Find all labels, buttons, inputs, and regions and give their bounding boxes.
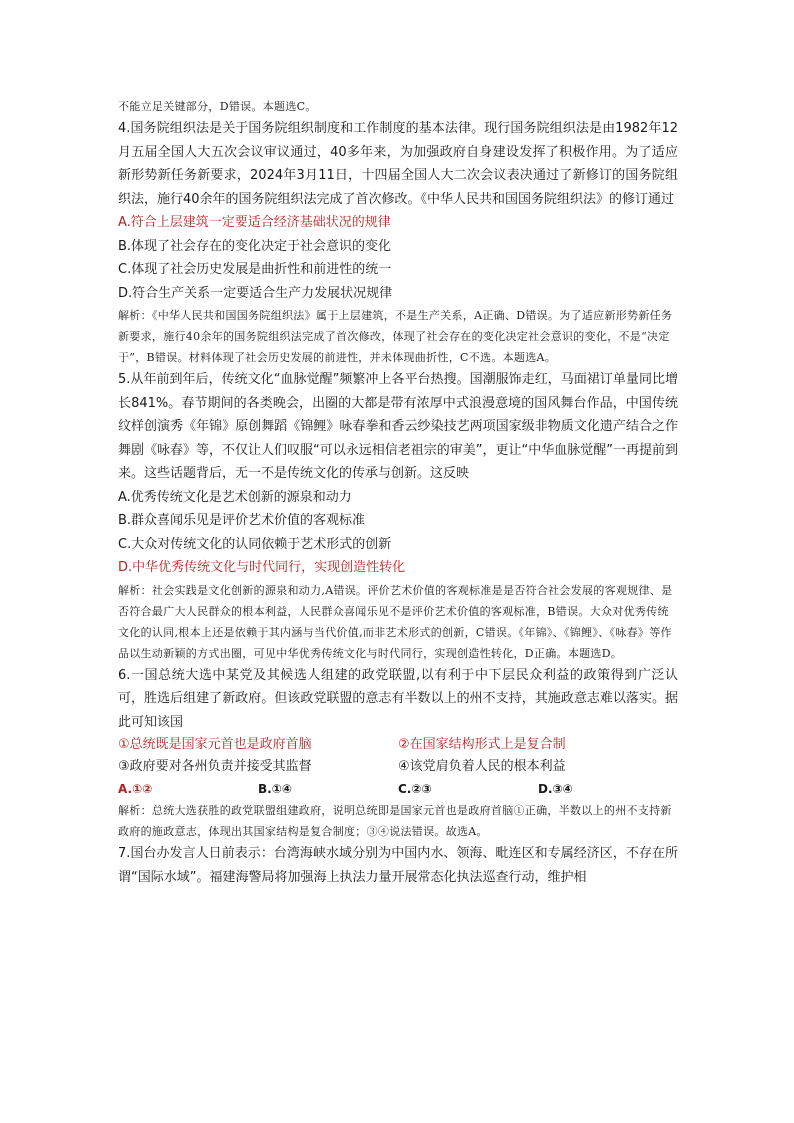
q7-stem: 7.国台办发言人日前表示：台湾海峡水域分别为中国内水、领海、毗连区和专属经济区，不存在所谓“国际水域”。福建海警局将加强海上执法力量开展常态化执法巡查行动，维护相 [118, 846, 678, 885]
q5-explanation: 解析：社会实践是文化创新的源泉和动力,A错误。评价艺术价值的客观标准是是否符合社会发展的客观规律、是否符合最广大人民群众的根本利益，人民群众喜闻乐见不是评价艺术价值的客观标准，B错误。大众对优秀传统文化的认同,根本上还是依赖于其内涵与当代价值,而非艺术形式的创新，C错误。《年锦》、《锦鲤》、《咏春》等作品以生动新颖的方式出圈，可见中华优秀传统文化与时代同行，实现创造性转化，D正确。本题选D。 [118, 583, 673, 660]
q4-option-c: C.体现了社会历史发展是曲折性和前进性的统一 [118, 262, 392, 277]
q6-choices [118, 778, 678, 800]
q6-statement-1: ①总统既是国家元首也是政府首脑 [118, 737, 312, 752]
q6-statements-row1 [118, 734, 678, 756]
q6-stem: 6.一国总统大选中某党及其候选人组建的政党联盟,以有利于中下层民众利益的政策得到广泛认可，胜选后组建了新政府。但该政党联盟的意志有半数以上的州不支持，其施政意志难以落实。据此可知该国 [118, 667, 678, 730]
q5-option-c: C.大众对传统文化的认同依赖于艺术形式的创新 [118, 536, 392, 552]
q6-statement-4: ④该党肩负着人民的根本利益 [398, 759, 566, 774]
q4-explanation: 解析：《中华人民共和国国务院组织法》属于上层建筑，不是生产关系，A正确、D错误。为了适应新形势新任务新要求，施行40余年的国务院组织法完成了首次修改，体现了社会存在的变化决定社会意识的变化，不是“决定于”，B错误。材料体现了社会历史发展的前进性，并未体现曲折性，C不选。本题选A。 [118, 309, 673, 364]
q4-option-b: B.体现了社会存在的变化决定于社会意识的变化 [118, 238, 392, 254]
q6-choice-a: A.①② [118, 782, 153, 796]
q4-stem: 4.国务院组织法是关于国务院组织制度和工作制度的基本法律。现行国务院组织法是由1982年12月五届全国人大五次会议审议通过，40多年来，为加强政府自身建设发挥了积极作用。为了适应新形势新任务新要求，2024年3月11日，十四届全国人大二次会议表决通过了新修订的国务院组织法，施行40余年的国务院组织法完成了首次修改。《中华人民共和国国务院组织法》的修订通过 [118, 121, 678, 207]
q6-explanation: 解析：总统大选获胜的政党联盟组建政府，说明总统即是国家元首也是政府首脑①正确，半数以上的州不支持新政府的施政意志，体现出其国家结构是复合制度；③④说法错误。故选A。 [118, 804, 672, 838]
q6-statement-2: ②在国家结构形式上是复合制 [398, 737, 566, 752]
q3-explanation-tail: 不能立足关键部分，D错误。本题选C。 [118, 100, 317, 113]
q5-option-a: A.优秀传统文化是艺术创新的源泉和动力 [118, 489, 352, 505]
q5-option-d: D.中华优秀传统文化与时代同行，实现创造性转化 [118, 560, 406, 575]
document-page [118, 96, 678, 889]
q4-option-a: A.符合上层建筑一定要适合经济基础状况的规律 [118, 215, 391, 230]
q4-option-d: D.符合生产关系一定要适合生产力发展状况规律 [118, 285, 393, 301]
q5-option-b: B.群众喜闻乐见是评价艺术价值的客观标准 [118, 513, 366, 528]
q6-choice-b: B.①④ [258, 782, 293, 796]
q5-stem: 5.从年前到年后，传统文化“血脉觉醒”频繁冲上各平台热搜。国潮服饰走红，马面裙订单量同比增长841%。春节期间的各类晚会，出圈的大都是带有浓厚中式浪漫意境的国风舞台作品，中国传统纹样创演秀《年锦》原创舞蹈《锦鲤》咏春拳和香云纱染技艺两项国家级非物质文化遗产结合之作舞剧《咏春》等，不仅让人们叹服“可以永远相信老祖宗的审美”，更让“中华血脉觉醒”一再提前到来。这些话题背后，无一不是传统文化的传承与创新。这反映 [118, 372, 678, 481]
q6-statement-3: ③政府要对各州负责并接受其监督 [118, 759, 312, 774]
q6-statements-row2 [118, 756, 678, 778]
q6-choice-c: C.②③ [398, 782, 432, 796]
q6-choice-d: D.③④ [538, 782, 573, 796]
